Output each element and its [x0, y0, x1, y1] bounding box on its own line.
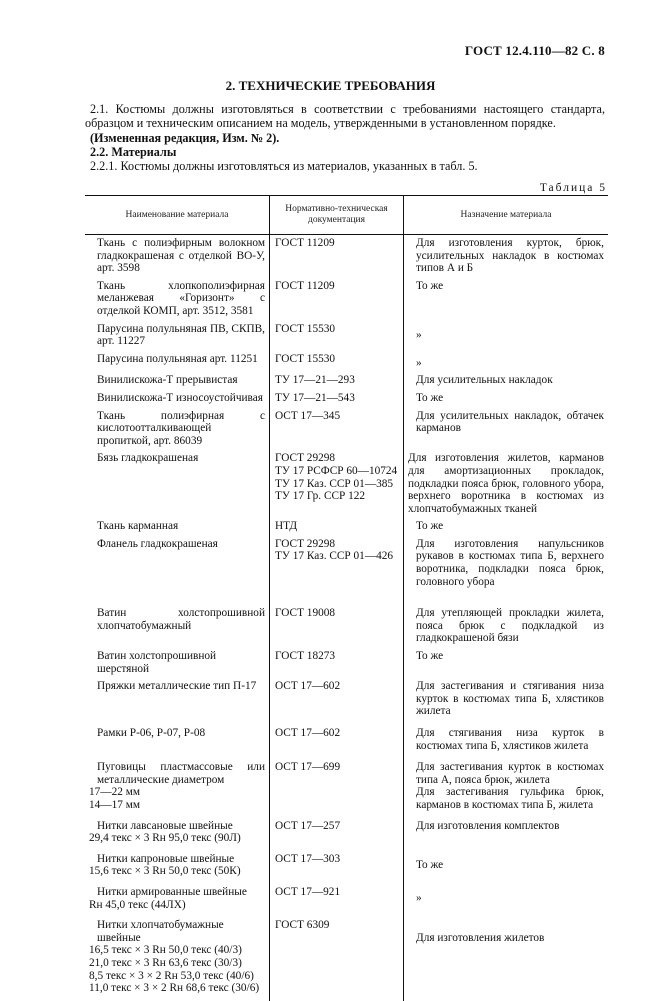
table-row: Нитки армированные швейные Rн 45,0 текс (44ЛХ) ОСТ 17—921 » — [85, 881, 608, 914]
table-row — [85, 648, 608, 678]
material-use: Для усилительных накладок — [416, 374, 553, 387]
material-doc: ГОСТ 19008 — [270, 591, 404, 648]
material-doc: ГОСТ 6309 — [270, 914, 404, 1001]
material-doc: ГОСТ 11209 — [270, 235, 404, 278]
material-use: То же — [416, 650, 444, 663]
material-name: Винилискожа-Т износоустойчивая — [97, 391, 263, 404]
material-doc: ГОСТ 18273 — [270, 648, 404, 678]
material-doc: ТУ 17—21—293 — [270, 372, 404, 390]
material-use: Для изготовления курток, брюк, усилительных накладок в костюмах типов А и Б — [416, 237, 604, 275]
table-row — [85, 372, 608, 390]
material-doc: ТУ 17—21—543 — [270, 390, 404, 408]
table-row — [85, 591, 608, 648]
material-doc: ГОСТ 15530 — [270, 321, 404, 351]
table-row — [85, 518, 608, 536]
material-use: То же — [416, 858, 444, 871]
material-use: То же — [416, 520, 444, 533]
material-use: Для застегивания и стягивания низа курток в костюмах типа Б, хлястиков жилета — [416, 680, 604, 718]
material-name: Парусина полульняная ПВ, СКПВ, арт. 11227 — [97, 322, 265, 348]
section-title: 2. ТЕХНИЧЕСКИЕ ТРЕБОВАНИЯ — [225, 78, 436, 93]
material-use: Для стягивания низа курток в костюмах типа Б, хлястиков жилета — [416, 727, 604, 752]
material-doc: ГОСТ 11209 — [270, 278, 404, 321]
material-doc: ОСТ 17—602 — [270, 721, 404, 755]
material-use: То же — [416, 279, 444, 292]
table-row — [85, 536, 608, 591]
table-row — [85, 721, 608, 755]
material-use: Для усилительных накладок, обтачек карманов — [416, 409, 604, 435]
subsection-title: 2.2. Материалы — [90, 145, 177, 159]
material-doc: ОСТ 17—602 — [270, 678, 404, 721]
material-doc: НТД — [270, 518, 404, 536]
material-name: Пряжки металлические тип П-17 — [97, 680, 257, 693]
material-use: Для изготовления жилетов, карманов для амортизационных прокладок, подкладки пояса брюк, головного убора, верхнего воротника в костюмах из хлопчатобумажных тканей — [408, 452, 604, 515]
table-row — [85, 678, 608, 721]
amendment-note: (Измененная редакция, Изм. № 2). — [90, 131, 280, 145]
paragraph-2-2-1: 2.2.1. Костюмы должны изготовляться из материалов, указанных в табл. 5. — [90, 159, 478, 173]
table-row — [85, 408, 608, 451]
table-header-row — [85, 196, 608, 235]
material-doc: ОСТ 17—303 — [270, 848, 404, 881]
material-use: Для изготовления жилетов — [416, 932, 545, 945]
table-row — [85, 321, 608, 351]
header-documentation: Нормативно-техническая документация — [270, 196, 404, 235]
material-use: Для изготовления комплектов — [416, 819, 560, 832]
material-doc: ГОСТ 29298 ТУ 17 Каз. ССР 01—426 — [270, 536, 404, 591]
material-doc: ОСТ 17—921 — [270, 881, 404, 914]
material-size: 14—17 мм — [89, 798, 141, 811]
material-name: Ватин холстопрошивной шерстяной — [97, 650, 217, 675]
material-name: Ватин холстопрошивной хлопчатобумажный — [97, 607, 265, 632]
table-label: Таблица 5 — [539, 182, 607, 194]
material-doc: ГОСТ 29298 ТУ 17 РСФСР 60—10724 ТУ 17 Каз. ССР 01—385 ТУ 17 Гр. ССР 122 — [270, 450, 404, 518]
material-use: Для изготовления напульсников рукавов в костюмах типа Б, верхнего воротника, подкладки пояса брюк, головного убора — [416, 537, 604, 588]
material-name: Ткань хлопкополиэфирная меланжевая «Горизонт» с отделкой КОМП, арт. 3512, 3581 — [97, 279, 265, 317]
table-row — [85, 351, 608, 373]
table-row: Нитки лавсановые швейные 29,4 текс × 3 Rн 95,0 текс (90Л) ОСТ 17—257 Для изготовления комплектов — [85, 815, 608, 848]
table-row — [85, 755, 608, 814]
material-name: Бязь гладкокрашеная — [97, 452, 199, 465]
paragraph-2-1: 2.1. Костюмы должны изготовляться в соответствии с требованиями настоящего стандарта, образцом и техническим описанием на модель, утвержденными в установленном порядке. — [85, 102, 605, 130]
material-name: Нитки лавсановые швейные — [97, 819, 233, 832]
material-use: То же — [416, 391, 444, 404]
material-name: Рамки Р-06, Р-07, Р-08 — [97, 727, 206, 739]
material-name: Ткань с полиэфирным волокном гладкокрашеная с отделкой ВО-У, арт. 3598 — [97, 237, 265, 275]
material-name: Нитки хлопчатобумажные швейные — [97, 919, 224, 944]
material-name: Пуговицы пластмассовые или металлические диаметром — [97, 761, 265, 786]
table-row — [85, 278, 608, 321]
material-doc: ОСТ 17—257 — [270, 815, 404, 848]
material-use: » — [416, 328, 422, 341]
material-size: 17—22 мм — [89, 786, 141, 799]
material-name: Фланель гладкокрашеная — [97, 537, 218, 550]
material-name: Винилискожа-Т прерывистая — [97, 374, 238, 387]
material-name: Ткань карманная — [97, 520, 179, 533]
table-row — [85, 450, 608, 518]
material-use: » — [416, 356, 422, 369]
material-name: Парусина полульняная арт. 11251 — [97, 352, 258, 365]
material-doc: ОСТ 17—699 — [270, 755, 404, 814]
table-row: Нитки капроновые швейные 15,6 текс × 3 Rн 50,0 текс (50К) ОСТ 17—303 То же — [85, 848, 608, 881]
table-row — [85, 235, 608, 278]
material-doc: ГОСТ 15530 — [270, 351, 404, 373]
header-purpose: Назначение материала — [404, 196, 609, 235]
material-use: Для застегивания курток в костюмах типа А, пояса брюк, жилета Для застегивания гульфика брюк, карманов в костюмах типа Б, жилета — [416, 761, 604, 811]
header-material-name: Наименование материала — [85, 196, 270, 235]
material-use: Для утепляющей прокладки жилета, пояса брюк с подкладкой из гладкокрашеной бязи — [416, 607, 604, 645]
material-name: Нитки армированные швейные — [97, 885, 247, 898]
material-name: Ткань полиэфирная с кислотоотталкивающей пропиткой, арт. 86039 — [97, 409, 265, 447]
table-row — [85, 390, 608, 408]
table-row: Нитки хлопчатобумажные швейные 16,5 текс × 3 Rн 50,0 текс (40/3) 21,0 текс × 3 Rн 63,6 текс (30/3) 8,5 текс × 3 × 2 Rн 53,0 текс (40/6) 11,0 текс × 3 × 2 Rн 68,6 текс (30/6) ГОСТ 6309 Для изготовления жилетов — [85, 914, 608, 1001]
material-use: » — [416, 891, 422, 904]
page-header: ГОСТ 12.4.110—82 С. 8 — [464, 43, 605, 58]
materials-table — [85, 195, 608, 1001]
material-doc: ОСТ 17—345 — [270, 408, 404, 451]
material-name: Нитки капроновые швейные — [97, 852, 235, 865]
